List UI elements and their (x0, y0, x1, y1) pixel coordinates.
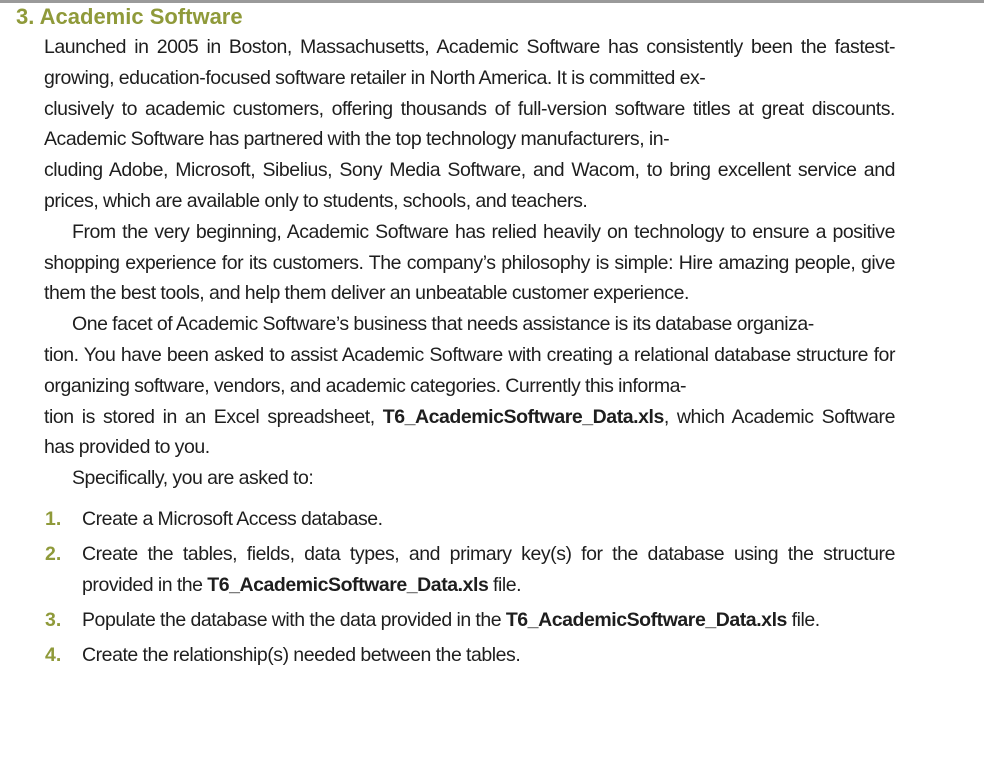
task-item (44, 605, 895, 636)
task-text: Create the relationship(s) needed between the tables. (82, 643, 521, 666)
paragraph-intro: Launched in 2005 in Boston, Massachusetts, Academic Software has consistently been the fastest-growing, education-focused software retailer in North America. It is committed ex- clusively to academic customers, offering thousands of full-version software titles at great discounts. Academic Software has partnered with the top technology manufacturers, in- cluding Adobe, Microsoft, Sibelius, Sony Media Software, and Wacom, to bring excellent service and prices, which are available only to students, schools, and teachers. (44, 36, 895, 212)
task-item (44, 640, 895, 671)
filename-reference: T6_AcademicSoftware_Data.xls (505, 608, 787, 631)
paragraph-database-text-after: , which Academic Software has provided to you. (44, 405, 895, 459)
section-heading: 3. Academic Software (16, 4, 243, 29)
filename-reference: T6_AcademicSoftware_Data.xls (382, 405, 664, 428)
filename-reference: T6_AcademicSoftware_Data.xls (207, 573, 489, 596)
paragraph-technology: From the very beginning, Academic Software has relied heavily on technology to ensure a positive shopping experience for its customers. The company’s philosophy is simple: Hire amazing people, give them the best tools, and help them deliver an unbeatable customer experience. (44, 220, 895, 305)
top-rule (0, 0, 984, 3)
task-text-before: Populate the database with the data provided in the (82, 608, 506, 631)
task-item (44, 539, 895, 601)
paragraph-database-need (44, 309, 895, 463)
task-text-after: file. (786, 608, 820, 631)
paragraph-database-text-before: One facet of Academic Software’s business that needs assistance is its database organiza- tion. You have been asked to assist Academic Software with creating a relational database structure for organizing software, vendors, and academic categories. Currently this informa- tion is stored in an Excel spreadsheet, (44, 313, 895, 428)
paragraph-tasks-intro: Specifically, you are asked to: (72, 467, 314, 490)
task-number: 3. (45, 608, 62, 631)
task-text-before: Create the tables, fields, data types, and primary key(s) for the database using the structure provided in the (82, 542, 895, 596)
task-number: 4. (45, 643, 62, 666)
task-text-after: file. (488, 573, 522, 596)
task-number: 1. (45, 507, 62, 530)
task-list (44, 504, 895, 671)
task-text: Create a Microsoft Access database. (82, 507, 383, 530)
document-body (44, 32, 895, 675)
task-number: 2. (45, 542, 62, 565)
task-item (44, 504, 895, 535)
